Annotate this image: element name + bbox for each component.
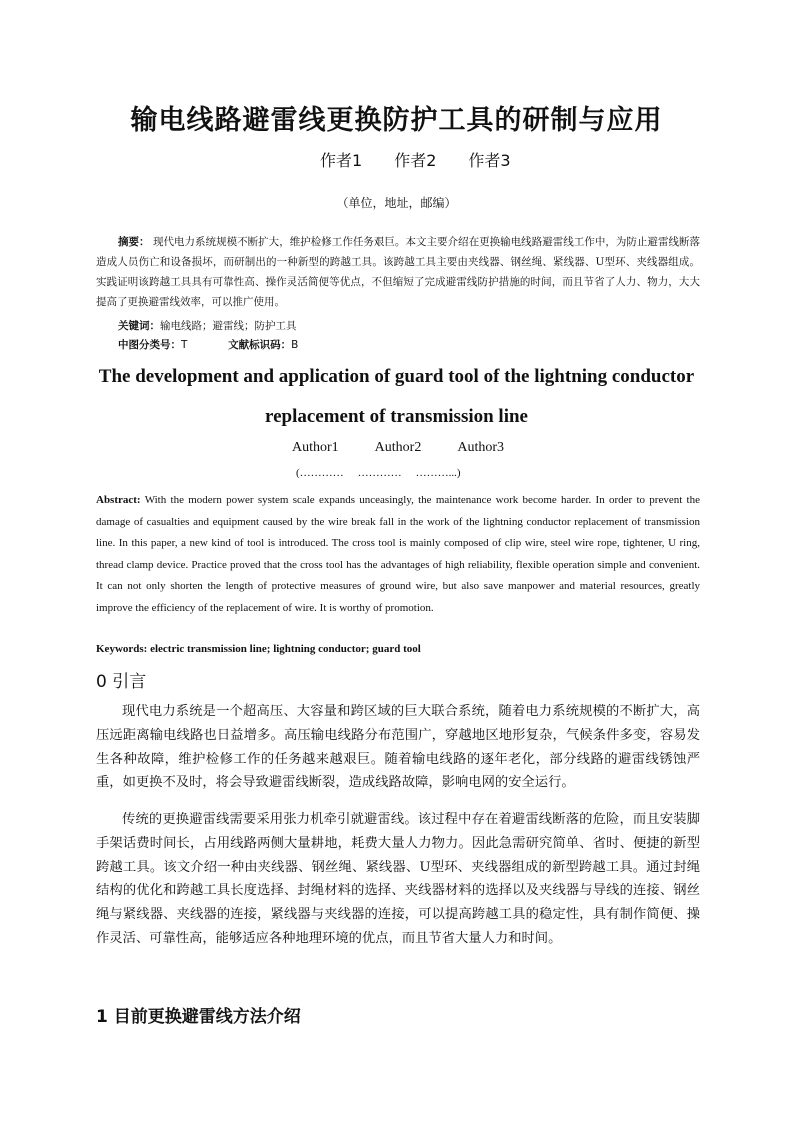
chinese-author: 作者3 [468, 151, 511, 170]
doc-code-label: 文献标识码： [228, 339, 292, 351]
chinese-keywords-label: 关键词： [118, 320, 160, 332]
english-affiliation-part: ………...) [415, 467, 461, 479]
chinese-title: 输电线路避雷线更换防护工具的研制与应用 [130, 105, 663, 136]
english-keywords-label: Keywords: [96, 643, 148, 655]
english-author: Author3 [457, 440, 505, 455]
english-abstract-label: Abstract: [96, 494, 141, 506]
chinese-author: 作者1 [320, 151, 363, 170]
chinese-abstract-text: 现代电力系统规模不断扩大，维护检修工作任务艰巨。本文主要介绍在更换输电线路避雷线工作中，为防止避雷线断落造成人员伤亡和设备损坏，而研制出的一种新型的跨越工具。该跨越工具主要由夹线器、钢丝绳、紧线器、U型环、夹线器组成。实践证明该跨越工具具有可靠性高、操作灵活简便等优点，不但缩短了完成避雷线防护措施的时间，而且节省了人力、物力，大大提高了更换避雷线效率，可以推广使用。 [96, 236, 701, 308]
english-affiliation-part: ………… [357, 467, 402, 479]
chinese-abstract-label: 摘要： [118, 236, 150, 248]
english-title-line1: The development and application of guard tool of the lightning conductor [98, 366, 695, 387]
body-paragraph: 现代电力系统是一个超高压、大容量和跨区域的巨大联合系统，随着电力系统规模的不断扩大，高压远距离输电线路也日益增多。高压输电线路分布范围广，穿越地区地形复杂，气候条件多变，容易发生各种故障，维护检修工作的任务越来越艰巨。随着输电线路的逐年老化，部分线路的避雷线锈蚀严重，如更换不及时，将会导致避雷线断裂，造成线路故障，影响电网的安全运行。 [96, 704, 700, 791]
body-paragraph: 传统的更换避雷线需要采用张力机牵引就避雷线。该过程中存在着避雷线断落的危险，而且安装脚手架话费时间长，占用线路两侧大量耕地，耗费大量人力物力。因此急需研究简单、省时、便捷的新型跨越工具。该文介绍一种由夹线器、钢丝绳、紧线器、U型环、夹线器组成的新型跨越工具。通过封绳结构的优化和跨越工具长度选择、封绳材料的选择、夹线器材料的选择以及夹线器与导线的连接、钢丝绳与紧线器、夹线器的连接，紧线器与夹线器的连接，可以提高跨越工具的稳定性，具有制作简便、操作灵活、可靠性高，能够适应各种地理环境的优点，而且节省大量人力和时间。 [96, 812, 700, 946]
chinese-abstract [96, 232, 700, 312]
clc-label: 中图分类号： [118, 339, 181, 351]
english-title-line2: replacement of transmission line [265, 406, 528, 427]
chinese-keywords [118, 318, 297, 333]
english-author: Author1 [292, 440, 339, 455]
chinese-author-list [320, 148, 511, 171]
chinese-keywords-text: 输电线路；避雷线；防护工具 [160, 320, 297, 332]
chinese-affiliation: （单位，地址，邮编） [336, 196, 457, 210]
clc-value: T [181, 339, 188, 351]
section-heading-introduction: 0 引言 [96, 672, 147, 692]
english-keywords [96, 643, 421, 655]
english-affiliation-part: (………… [296, 467, 344, 479]
chinese-author: 作者2 [394, 151, 437, 170]
classification-line [118, 337, 298, 352]
english-author: Author2 [374, 440, 422, 455]
english-affiliation [296, 467, 461, 479]
doc-code-value: B [291, 339, 299, 351]
english-abstract-text: With the modern power system scale expands unceasingly, the maintenance work become harder. In order to prevent the damage of casualties and equipment caused by the wire break fall in the work of the lightning conductor replacement of transmission line. In this paper, a new kind of tool is introduced. The cross tool is mainly composed of clip wire, steel wire rope, tightener, U ring, thread clamp device. Practice proved that the cross tool has the advantages of high reliability, flexible operation simple and convenient. It can not only shorten the length of protective measures of ground wire, but also save manpower and material resources, greatly improve the efficiency of the replacement of wire. It is worthy of promotion. [96, 494, 700, 614]
english-abstract [96, 490, 700, 619]
english-author-list [292, 440, 504, 456]
english-keywords-text: electric transmission line; lightning conductor; guard tool [150, 643, 421, 655]
section-heading-methods: 1 目前更换避雷线方法介绍 [96, 1007, 301, 1027]
